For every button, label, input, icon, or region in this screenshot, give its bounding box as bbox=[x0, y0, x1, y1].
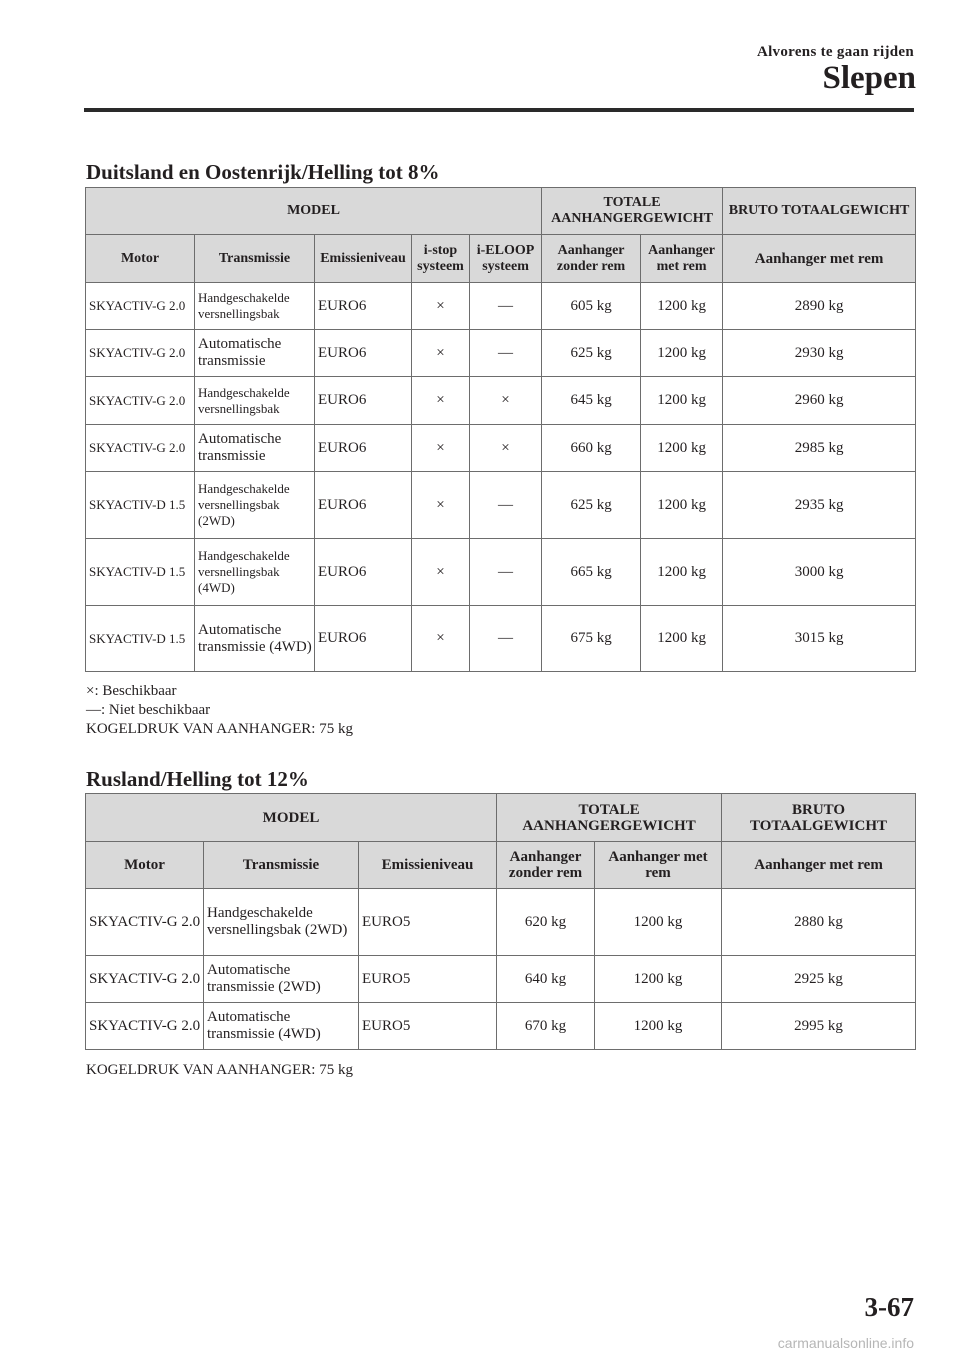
note-kogeldruk: KOGELDRUK VAN AANHANGER: 75 kg bbox=[86, 1062, 353, 1078]
note-beschikbaar: ×: Beschikbaar bbox=[86, 683, 177, 699]
group-header-bruto-totaalgewicht: BRUTO TOTAALGEWICHT bbox=[722, 794, 916, 842]
cell-zonder-rem: 625 kg bbox=[542, 330, 641, 377]
cell-emissieniveau: EURO5 bbox=[359, 1003, 497, 1050]
cell-ieloop: × bbox=[470, 425, 542, 472]
cell-motor: SKYACTIV-G 2.0 bbox=[86, 425, 195, 472]
cell-zonder-rem: 670 kg bbox=[497, 1003, 595, 1050]
column-header: Aanhanger met rem bbox=[722, 842, 916, 889]
cell-zonder-rem: 675 kg bbox=[542, 606, 641, 672]
cell-istop: × bbox=[412, 330, 470, 377]
cell-motor: SKYACTIV-G 2.0 bbox=[86, 956, 204, 1003]
cell-transmissie: Handgeschakelde versnellingsbak (2WD) bbox=[204, 889, 359, 956]
cell-bruto: 2985 kg bbox=[723, 425, 916, 472]
cell-ieloop: — bbox=[470, 606, 542, 672]
header-rule bbox=[84, 108, 914, 112]
table-row bbox=[86, 889, 916, 956]
cell-met-rem: 1200 kg bbox=[641, 606, 723, 672]
column-header: Aanhanger zonder rem bbox=[497, 842, 595, 889]
table1-notes bbox=[86, 682, 353, 739]
cell-zonder-rem: 625 kg bbox=[542, 472, 641, 539]
cell-motor: SKYACTIV-G 2.0 bbox=[86, 377, 195, 425]
cell-motor: SKYACTIV-G 2.0 bbox=[86, 330, 195, 377]
note-kogeldruk: KOGELDRUK VAN AANHANGER: 75 kg bbox=[86, 721, 353, 737]
cell-ieloop: — bbox=[470, 539, 542, 606]
cell-bruto: 2880 kg bbox=[722, 889, 916, 956]
cell-istop: × bbox=[412, 283, 470, 330]
cell-istop: × bbox=[412, 472, 470, 539]
cell-emissieniveau: EURO6 bbox=[315, 425, 412, 472]
cell-emissieniveau: EURO6 bbox=[315, 377, 412, 425]
cell-met-rem: 1200 kg bbox=[595, 956, 722, 1003]
table2-title: Rusland/Helling tot 12% bbox=[86, 767, 309, 791]
cell-ieloop: — bbox=[470, 283, 542, 330]
cell-istop: × bbox=[412, 377, 470, 425]
table1 bbox=[85, 187, 916, 672]
cell-bruto: 3000 kg bbox=[723, 539, 916, 606]
cell-transmissie: Handgeschakelde versnellingsbak (2WD) bbox=[195, 472, 315, 539]
group-header-model: MODEL bbox=[86, 188, 542, 235]
column-header: i-ELOOP systeem bbox=[470, 235, 542, 283]
page-number: 3-67 bbox=[864, 1292, 914, 1322]
table1-title: Duitsland en Oostenrijk/Helling tot 8% bbox=[86, 160, 440, 184]
group-header-totale-aanhangergewicht: TOTALE AANHANGERGEWICHT bbox=[497, 794, 722, 842]
group-header-totale-aanhangergewicht: TOTALE AANHANGERGEWICHT bbox=[542, 188, 723, 235]
cell-met-rem: 1200 kg bbox=[595, 1003, 722, 1050]
cell-ieloop: × bbox=[470, 377, 542, 425]
cell-transmissie: Automatische transmissie (4WD) bbox=[204, 1003, 359, 1050]
table2-column-header-row bbox=[86, 842, 916, 889]
cell-emissieniveau: EURO6 bbox=[315, 283, 412, 330]
cell-bruto: 2925 kg bbox=[722, 956, 916, 1003]
column-header: Transmissie bbox=[195, 235, 315, 283]
table-row bbox=[86, 606, 916, 672]
column-header: Aanhanger zonder rem bbox=[542, 235, 641, 283]
watermark: carmanualsonline.info bbox=[777, 1335, 914, 1351]
cell-motor: SKYACTIV-D 1.5 bbox=[86, 539, 195, 606]
cell-emissieniveau: EURO6 bbox=[315, 330, 412, 377]
cell-istop: × bbox=[412, 606, 470, 672]
cell-istop: × bbox=[412, 539, 470, 606]
note-niet-beschikbaar: —: Niet beschikbaar bbox=[86, 702, 211, 718]
cell-motor: SKYACTIV-D 1.5 bbox=[86, 472, 195, 539]
column-header: Aanhanger met rem bbox=[723, 235, 916, 283]
cell-emissieniveau: EURO5 bbox=[359, 889, 497, 956]
cell-istop: × bbox=[412, 425, 470, 472]
cell-motor: SKYACTIV-G 2.0 bbox=[86, 889, 204, 956]
table2 bbox=[85, 793, 916, 1050]
column-header: Aanhanger met rem bbox=[641, 235, 723, 283]
table2-notes bbox=[86, 1061, 353, 1080]
cell-bruto: 3015 kg bbox=[723, 606, 916, 672]
cell-met-rem: 1200 kg bbox=[595, 889, 722, 956]
cell-met-rem: 1200 kg bbox=[641, 330, 723, 377]
table-row bbox=[86, 377, 916, 425]
table1-column-header-row bbox=[86, 235, 916, 283]
cell-met-rem: 1200 kg bbox=[641, 425, 723, 472]
cell-bruto: 2995 kg bbox=[722, 1003, 916, 1050]
cell-bruto: 2930 kg bbox=[723, 330, 916, 377]
cell-ieloop: — bbox=[470, 330, 542, 377]
cell-motor: SKYACTIV-D 1.5 bbox=[86, 606, 195, 672]
cell-emissieniveau: EURO6 bbox=[315, 539, 412, 606]
column-header: Motor bbox=[86, 235, 195, 283]
cell-zonder-rem: 640 kg bbox=[497, 956, 595, 1003]
table-row bbox=[86, 956, 916, 1003]
table-row bbox=[86, 425, 916, 472]
cell-met-rem: 1200 kg bbox=[641, 472, 723, 539]
cell-met-rem: 1200 kg bbox=[641, 539, 723, 606]
cell-transmissie: Automatische transmissie (2WD) bbox=[204, 956, 359, 1003]
group-header-model: MODEL bbox=[86, 794, 497, 842]
cell-zonder-rem: 645 kg bbox=[542, 377, 641, 425]
table-row bbox=[86, 283, 916, 330]
column-header: Transmissie bbox=[204, 842, 359, 889]
cell-bruto: 2935 kg bbox=[723, 472, 916, 539]
cell-transmissie: Automatische transmissie (4WD) bbox=[195, 606, 315, 672]
group-header-bruto-totaalgewicht: BRUTO TOTAALGEWICHT bbox=[723, 188, 916, 235]
cell-emissieniveau: EURO5 bbox=[359, 956, 497, 1003]
cell-zonder-rem: 620 kg bbox=[497, 889, 595, 956]
table2-group-header-row bbox=[86, 794, 916, 842]
cell-motor: SKYACTIV-G 2.0 bbox=[86, 283, 195, 330]
cell-emissieniveau: EURO6 bbox=[315, 606, 412, 672]
cell-met-rem: 1200 kg bbox=[641, 283, 723, 330]
cell-transmissie: Handgeschakelde versnellingsbak bbox=[195, 377, 315, 425]
cell-transmissie: Automatische transmissie bbox=[195, 330, 315, 377]
table-row bbox=[86, 539, 916, 606]
cell-zonder-rem: 660 kg bbox=[542, 425, 641, 472]
cell-transmissie: Handgeschakelde versnellingsbak (4WD) bbox=[195, 539, 315, 606]
column-header: Aanhanger met rem bbox=[595, 842, 722, 889]
column-header: Motor bbox=[86, 842, 204, 889]
table1-group-header-row bbox=[86, 188, 916, 235]
cell-bruto: 2890 kg bbox=[723, 283, 916, 330]
cell-zonder-rem: 665 kg bbox=[542, 539, 641, 606]
cell-met-rem: 1200 kg bbox=[641, 377, 723, 425]
section-title: Slepen bbox=[822, 60, 916, 96]
column-header: i-stop systeem bbox=[412, 235, 470, 283]
cell-zonder-rem: 605 kg bbox=[542, 283, 641, 330]
cell-bruto: 2960 kg bbox=[723, 377, 916, 425]
cell-transmissie: Handgeschakelde versnellingsbak bbox=[195, 283, 315, 330]
table-row bbox=[86, 330, 916, 377]
table-row bbox=[86, 1003, 916, 1050]
column-header: Emissieniveau bbox=[315, 235, 412, 283]
column-header: Emissieniveau bbox=[359, 842, 497, 889]
chapter-label: Alvorens te gaan rijden bbox=[756, 44, 914, 60]
cell-transmissie: Automatische transmissie bbox=[195, 425, 315, 472]
cell-ieloop: — bbox=[470, 472, 542, 539]
table-row bbox=[86, 472, 916, 539]
cell-motor: SKYACTIV-G 2.0 bbox=[86, 1003, 204, 1050]
cell-emissieniveau: EURO6 bbox=[315, 472, 412, 539]
